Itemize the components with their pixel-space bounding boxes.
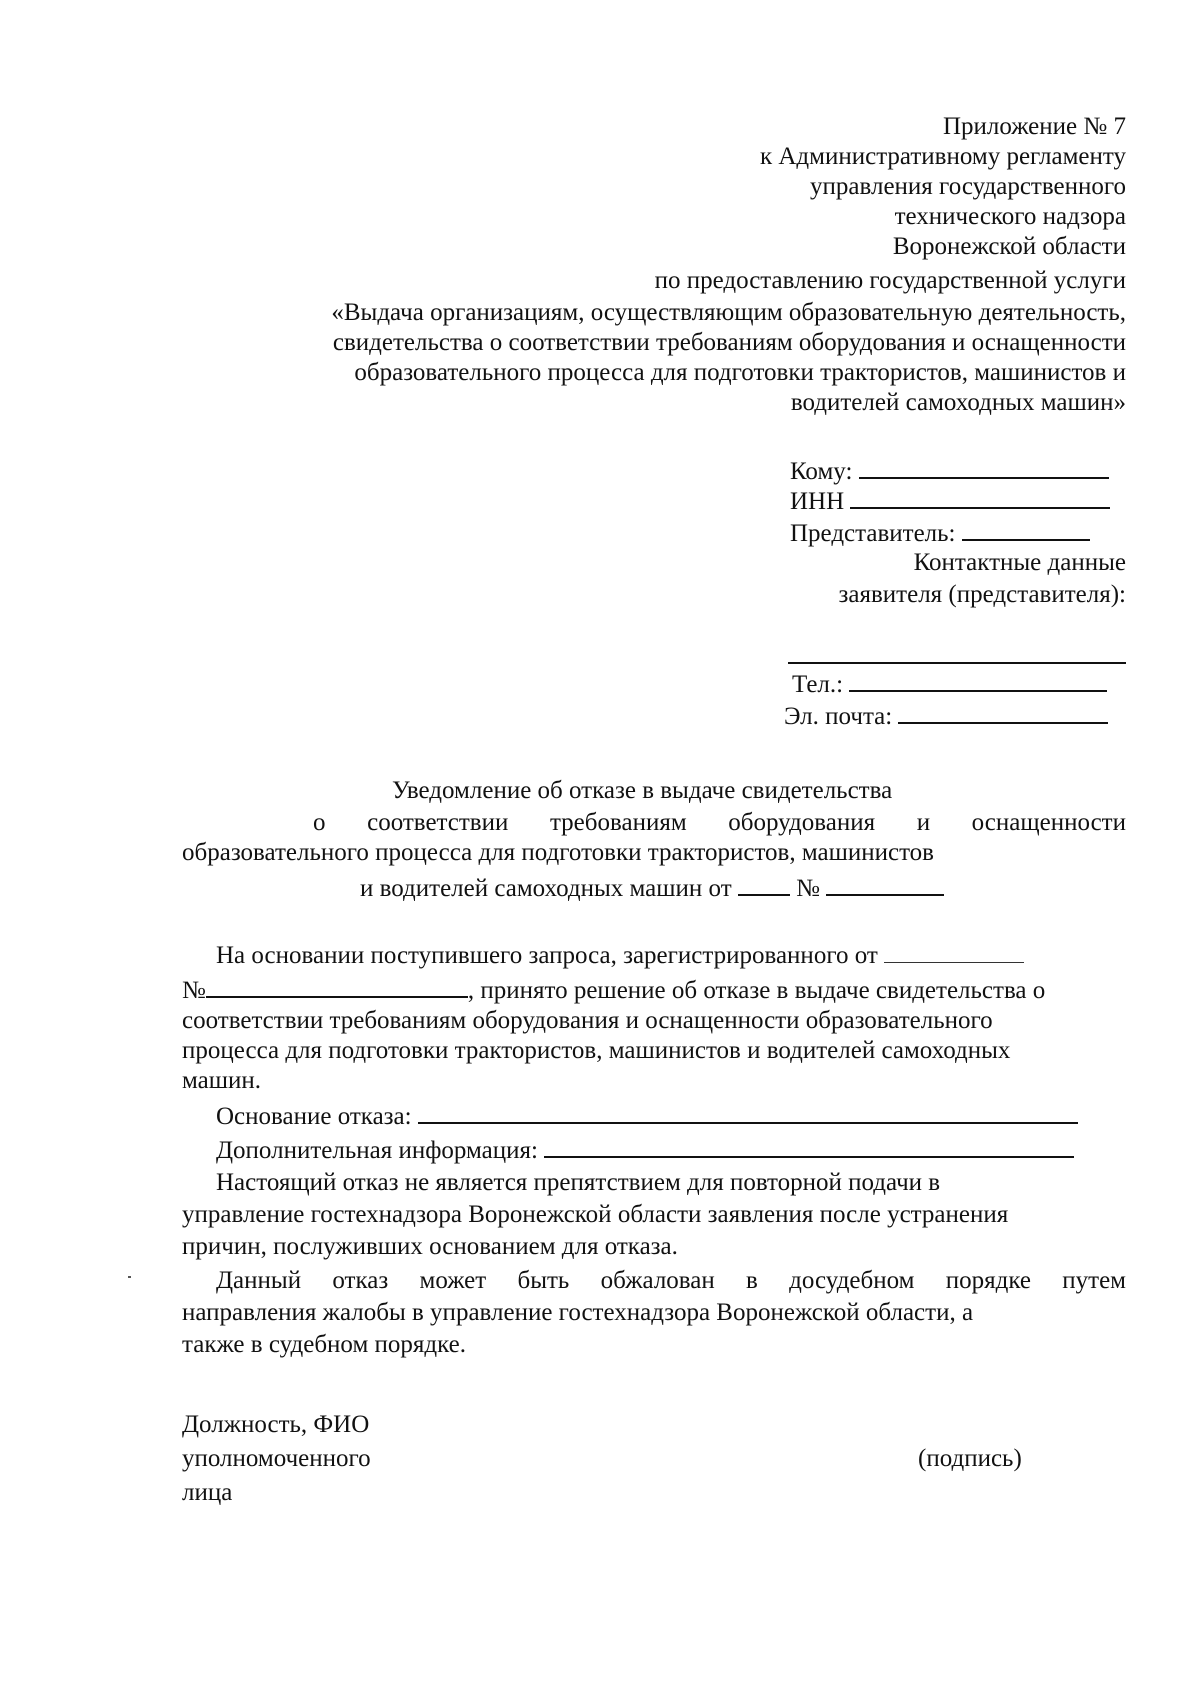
paragraph-line: машин.: [182, 1067, 262, 1094]
paragraph-line: Настоящий отказ не является препятствием для повторной подачи в: [216, 1169, 941, 1196]
header-line: водителей самоходных машин»: [790, 389, 1126, 416]
paragraph-line: соответствии требованиям оборудования и оснащенности образовательного: [182, 1007, 993, 1034]
number-blank[interactable]: [826, 872, 944, 896]
request-date-blank[interactable]: [884, 940, 1024, 963]
representative-label: Представитель:: [790, 520, 956, 547]
header-line: Воронежской области: [892, 233, 1126, 260]
number-sign: №: [182, 977, 206, 1004]
to-label: Кому:: [790, 458, 853, 485]
official-position-label: Должность, ФИО: [182, 1411, 370, 1438]
paragraph-line: [216, 940, 1024, 971]
title-line: образовательного процесса для подготовки трактористов, машинистов: [182, 839, 934, 866]
title-line: Уведомление об отказе в выдаче свидетельства: [392, 777, 893, 804]
header-line: свидетельства о соответствии требованиям оборудования и оснащенности: [332, 329, 1126, 356]
title-line: о соответствии требованиям оборудования и оснащенности: [313, 809, 1126, 836]
email-blank[interactable]: [898, 700, 1108, 724]
header-line: к Административному регламенту: [759, 143, 1126, 170]
header-line: Приложение № 7: [942, 113, 1126, 140]
phone-field: [792, 668, 1107, 700]
phone-label: Тел.:: [792, 671, 844, 698]
additional-info-field: [216, 1134, 1074, 1166]
inn-label: ИНН: [790, 488, 845, 515]
official-position-label: лица: [182, 1479, 233, 1506]
to-field: [790, 455, 1109, 487]
header-line: управления государственного: [810, 173, 1126, 200]
reason-field: [216, 1100, 1078, 1132]
contacts-label-1: Контактные данные: [913, 549, 1126, 576]
paragraph-line: процесса для подготовки трактористов, машинистов и водителей самоходных: [182, 1037, 1011, 1064]
request-number-blank[interactable]: [206, 974, 468, 998]
inn-field: [790, 485, 1110, 517]
paragraph-line: управление гостехнадзора Воронежской области заявления после устранения: [182, 1201, 1009, 1228]
scan-speck: [128, 1276, 131, 1278]
email-label: Эл. почта:: [784, 703, 893, 730]
header-line: образовательного процесса для подготовки трактористов, машинистов и: [354, 359, 1126, 386]
reason-label: Основание отказа:: [216, 1103, 412, 1130]
official-position-label: уполномоченного: [182, 1445, 371, 1472]
reason-blank[interactable]: [418, 1100, 1078, 1124]
paragraph-text: , принято решение об отказе в выдаче свидетельства о: [467, 977, 1046, 1004]
phone-blank[interactable]: [849, 668, 1107, 692]
additional-info-label: Дополнительная информация:: [216, 1137, 538, 1164]
representative-blank[interactable]: [962, 517, 1090, 541]
number-sign: №: [796, 875, 820, 902]
header-line: «Выдача организациям, осуществляющим образовательную деятельность,: [331, 299, 1126, 326]
signature-label: (подпись): [918, 1445, 1022, 1472]
title-line-date-number: [360, 872, 944, 904]
title-line: и водителей самоходных машин от: [360, 875, 732, 902]
additional-info-blank[interactable]: [544, 1134, 1074, 1158]
paragraph-line: Данный отказ может быть обжалован в досудебном порядке путем: [216, 1267, 1126, 1294]
contacts-label-2: заявителя (представителя):: [838, 581, 1126, 608]
email-field: [784, 700, 1108, 732]
date-blank[interactable]: [738, 872, 790, 896]
inn-blank[interactable]: [850, 485, 1110, 509]
paragraph-line: направления жалобы в управление гостехнадзора Воронежской области, а: [182, 1299, 974, 1326]
header-line: по предоставлению государственной услуги: [654, 267, 1126, 294]
header-line: технического надзора: [894, 203, 1126, 230]
to-blank[interactable]: [859, 455, 1109, 479]
paragraph-line: [182, 974, 1126, 1006]
paragraph-line: причин, послуживших основанием для отказа.: [182, 1233, 678, 1260]
contacts-blank[interactable]: [788, 640, 1126, 664]
paragraph-text: На основании поступившего запроса, зарегистрированного от: [216, 942, 878, 969]
paragraph-line: также в судебном порядке.: [182, 1331, 466, 1358]
representative-field: [790, 517, 1090, 549]
